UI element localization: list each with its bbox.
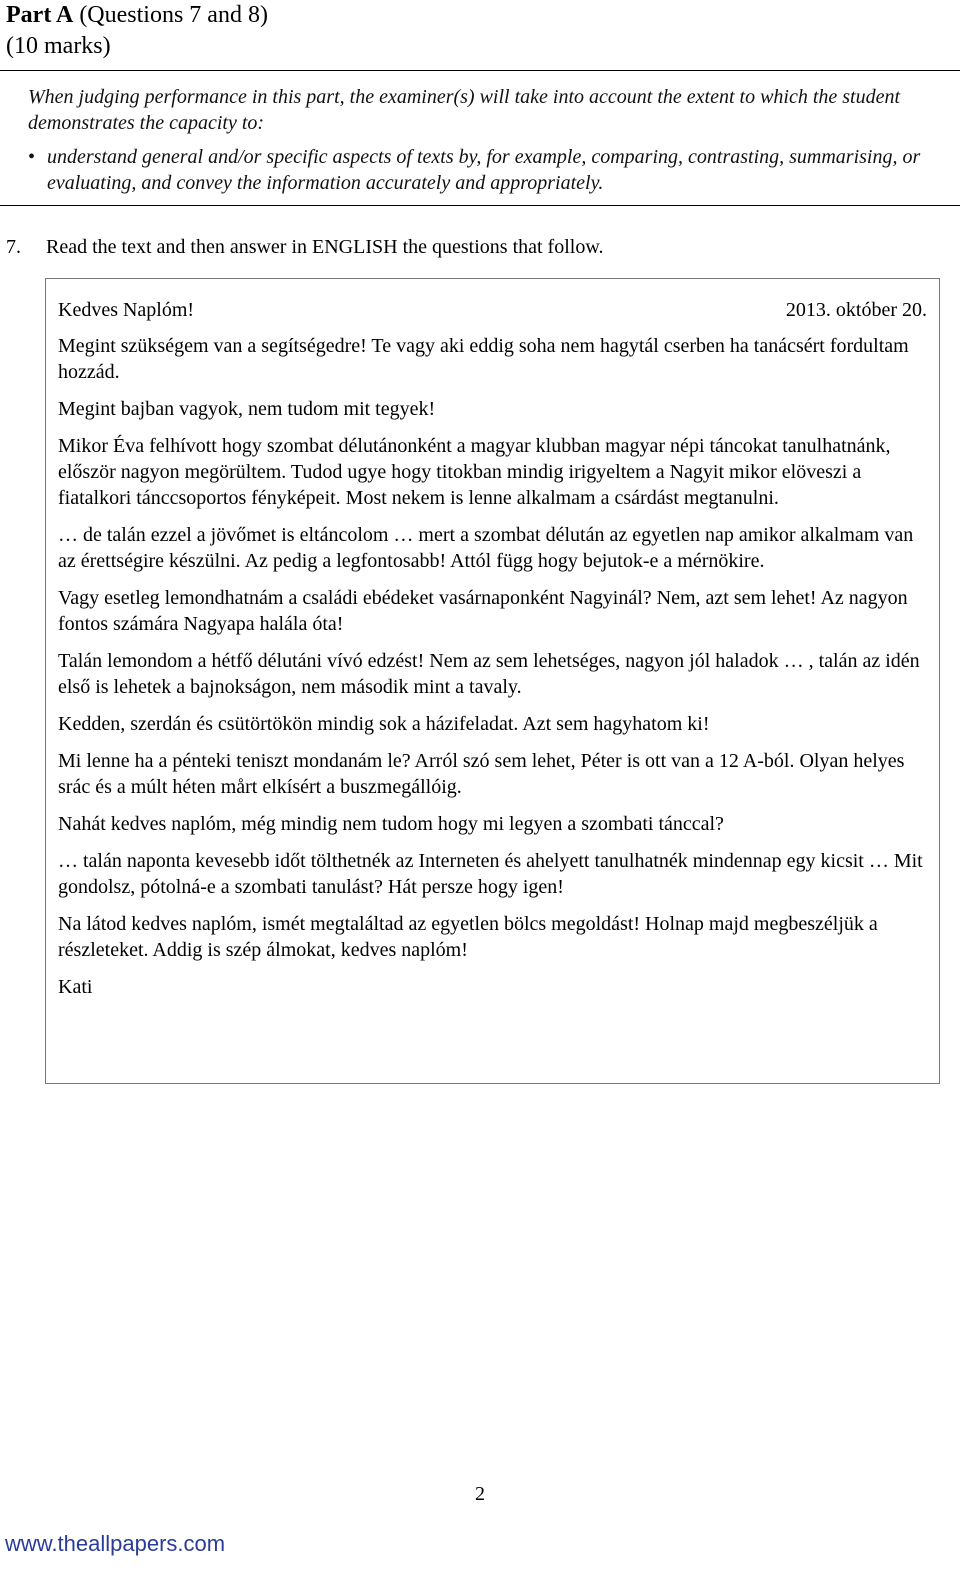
question-text: Read the text and then answer in ENGLISH the questions that follow. xyxy=(46,236,604,258)
criteria-item xyxy=(28,144,953,196)
diary-paragraph: Megint szükségem van a segítségedre! Te vagy aki eddig soha nem hagytál cserben ha tanácsért fordultam hozzád. xyxy=(58,335,909,383)
diary-date: 2013. október 20. xyxy=(785,299,927,321)
website-link[interactable]: www.theallpapers.com xyxy=(5,1531,226,1556)
diary-paragraph: … de talán ezzel a jövőmet is eltáncolom … mert a szombat délután az egyetlen nap amikor alkalmam van az érettségire készülni. Az pedig a legfontosabb! Attól függ hogy bejutok-e a mérnökire. xyxy=(58,524,914,572)
criteria-text: understand general and/or specific aspects of texts by, for example, comparing, contrasting, summarising, or evaluating, and convey the information accurately and appropriately. xyxy=(47,146,921,194)
diary-greeting: Kedves Naplóm! xyxy=(58,299,195,321)
assessment-criteria xyxy=(28,84,953,196)
questions-range: (Questions 7 and 8) xyxy=(73,2,268,28)
part-label: Part A xyxy=(6,2,74,28)
question-number: 7. xyxy=(6,236,21,258)
marks-label: (10 marks) xyxy=(6,33,111,59)
criteria-intro: When judging performance in this part, the examiner(s) will take into account the extent to which the student demonstrates the capacity to: xyxy=(28,86,901,134)
page-number: 2 xyxy=(475,1483,485,1505)
diary-paragraph: Talán lemondom a hétfő délutáni vívó edzést! Nem az sem lehetséges, nagyon jól haladok … , talán az idén első is lehetek a bajnokságon, nem második mint a tavaly. xyxy=(58,650,920,698)
diary-paragraph: … talán naponta kevesebb időt tölthetnék az Interneten és ahelyett tanulhatnék mindennap egy kicsit … Mit gondolsz, pótolná-e a szombati tanulást? Hát persze hogy igen! xyxy=(58,850,923,898)
part-title xyxy=(6,0,268,31)
diary-paragraph: Kedden, szerdán és csütörtökön mindig sok a házifeladat. Azt sem hagyhatom ki! xyxy=(58,713,710,735)
diary-paragraph: Nahát kedves naplóm, még mindig nem tudom hogy mi legyen a szombati tánccal? xyxy=(58,813,724,835)
diary-paragraph: Na látod kedves naplóm, ismét megtaláltad az egyetlen bölcs megoldást! Holnap majd megbeszéljük a részleteket. Addig is szép álmokat, kedves naplóm! xyxy=(58,913,878,961)
diary-text-box xyxy=(45,278,940,1084)
diary-paragraph: Megint bajban vagyok, nem tudom mit tegyek! xyxy=(58,398,436,420)
diary-header xyxy=(58,297,927,323)
bullet-icon: • xyxy=(28,146,36,168)
top-divider xyxy=(0,70,960,71)
criteria-list xyxy=(28,144,953,196)
criteria-divider xyxy=(0,205,960,206)
diary-paragraph: Mi lenne ha a pénteki teniszt mondanám le? Arról szó sem lehet, Péter is ott van a 12 A-ból. Olyan helyes srác és a múlt héten mårt elkísért a buszmegállóig. xyxy=(58,750,905,798)
diary-paragraph: Vagy esetleg lemondhatnám a családi ebédeket vasárnaponként Nagyinál? Nem, azt sem lehet! Az nagyon fontos számára Nagyapa halála óta! xyxy=(58,587,908,635)
diary-signature: Kati xyxy=(58,976,93,998)
diary-paragraph: Mikor Éva felhívott hogy szombat délutánonként a magyar klubban magyar népi táncokat tanulhatnánk, először nagyon megörültem. Tudod ugye hogy titokban mindig irigyeltem a Nagyit mikor elöveszi a fiatalkori tánccsoportos fényképeit. Most nekem is lenne alkalmam a csárdást megtanulni. xyxy=(58,435,891,509)
question-7 xyxy=(6,234,603,260)
section-heading xyxy=(6,0,268,62)
